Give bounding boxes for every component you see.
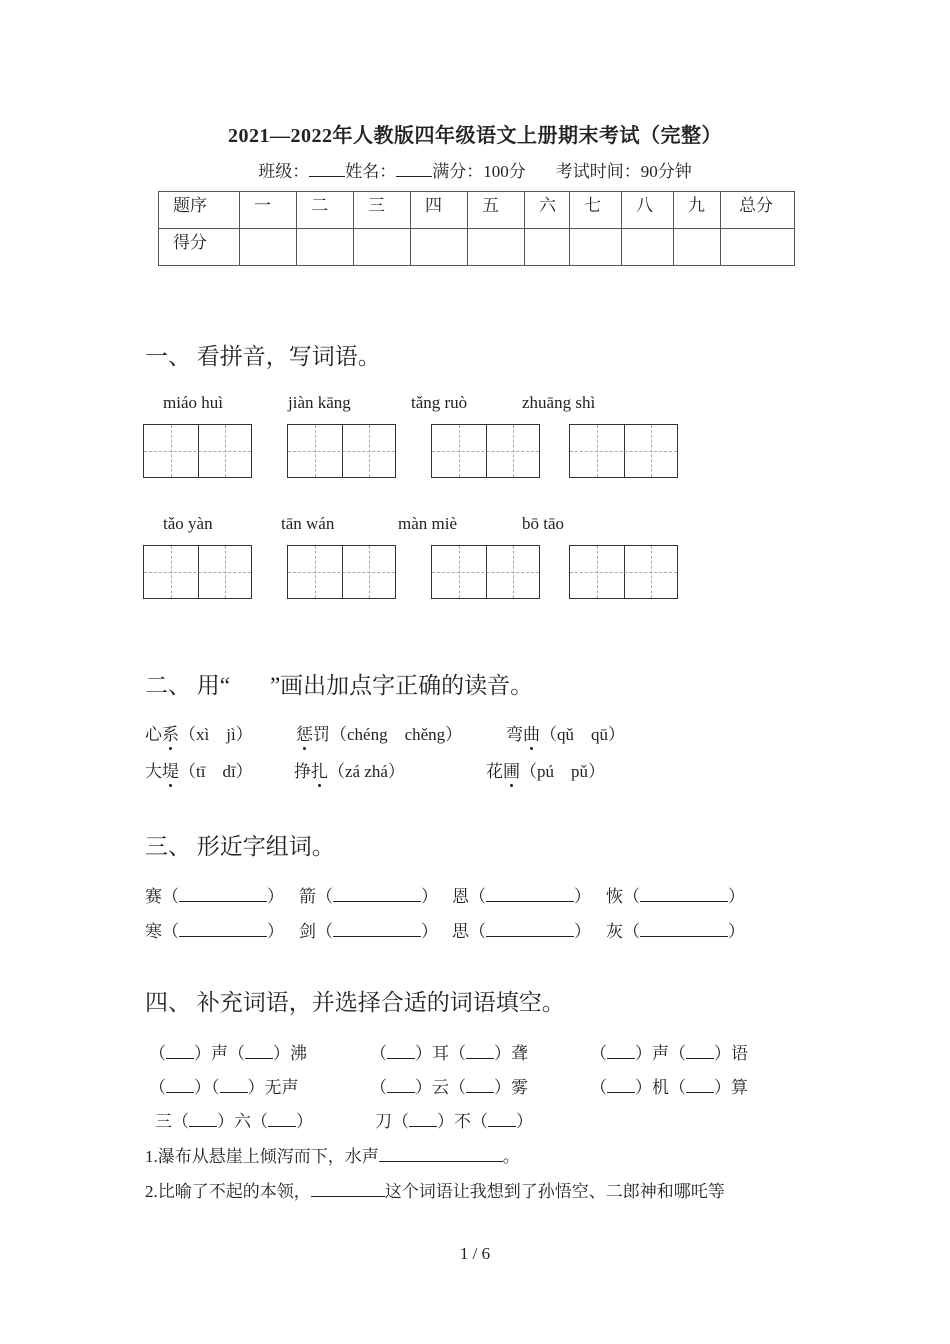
- char: 语: [731, 1044, 748, 1063]
- char: 耳: [432, 1044, 449, 1063]
- table-cell: 一: [254, 196, 271, 215]
- char: 不: [454, 1112, 471, 1131]
- reading-item: [145, 720, 253, 745]
- answer-blank[interactable]: [607, 1078, 635, 1093]
- char: 雾: [511, 1078, 528, 1097]
- score-cell[interactable]: [525, 229, 570, 266]
- char: 声: [211, 1044, 228, 1063]
- idiom-item: 三（ ）六（ ）: [155, 1112, 313, 1131]
- pinyin-label: màn miè: [398, 514, 458, 533]
- word-item: 寒（ ）: [145, 922, 284, 941]
- dotted-char: 堤: [162, 757, 179, 782]
- char: 算: [731, 1078, 748, 1097]
- question-text: 1.瀑布从悬崖上倾泻而下，水声: [145, 1147, 379, 1166]
- score-table-score-row: [159, 229, 795, 266]
- idiom-item: （ ）耳（ ）聋: [370, 1044, 528, 1063]
- writing-grid[interactable]: [569, 424, 678, 478]
- char: 声: [652, 1044, 669, 1063]
- section2-heading: [145, 667, 533, 700]
- idiom-item: （ ）声（ ）语: [590, 1044, 748, 1063]
- answer-blank[interactable]: [466, 1078, 494, 1093]
- char: 灰: [606, 922, 623, 941]
- answer-blank[interactable]: [333, 887, 421, 902]
- word-item: 赛（ ）: [145, 887, 284, 906]
- pinyin-label: zhuāng shì: [522, 393, 596, 412]
- score-label: 满分：100分: [432, 162, 526, 181]
- answer-blank[interactable]: [311, 1182, 385, 1197]
- question-text: 。: [502, 1147, 520, 1166]
- writing-grid[interactable]: [431, 545, 540, 599]
- answer-blank[interactable]: [179, 887, 267, 902]
- answer-blank[interactable]: [486, 922, 574, 937]
- char: 恩: [452, 887, 469, 906]
- score-cell[interactable]: [240, 229, 297, 266]
- char: 无声: [264, 1078, 299, 1097]
- question-1: [145, 1142, 520, 1167]
- answer-blank[interactable]: [607, 1044, 635, 1059]
- time-label: 考试时间：90分钟: [555, 162, 692, 181]
- item-text: 挣: [294, 762, 311, 781]
- writing-grid[interactable]: [143, 424, 252, 478]
- answer-blank[interactable]: [166, 1078, 194, 1093]
- word-item: 恩（ ）: [452, 887, 591, 906]
- idiom-item: 刀（ ）不（ ）: [375, 1112, 533, 1131]
- word-item: 思（ ）: [452, 922, 591, 941]
- answer-blank[interactable]: [387, 1078, 415, 1093]
- char: 思: [452, 922, 469, 941]
- name-blank[interactable]: [396, 160, 432, 177]
- answer-blank[interactable]: [466, 1044, 494, 1059]
- reading-item: [296, 720, 462, 745]
- char: 机: [652, 1078, 669, 1097]
- table-cell: 题序: [173, 196, 207, 215]
- char: 刀: [375, 1112, 392, 1131]
- item-text: 弯: [506, 725, 523, 744]
- score-cell[interactable]: [354, 229, 411, 266]
- answer-blank[interactable]: [640, 887, 728, 902]
- writing-grid[interactable]: [287, 424, 396, 478]
- table-cell: 五: [482, 196, 499, 215]
- pinyin-options[interactable]: （tī dī）: [179, 762, 253, 781]
- table-cell: 八: [636, 196, 653, 215]
- table-cell: 三: [368, 196, 385, 215]
- score-cell[interactable]: [570, 229, 622, 266]
- answer-blank[interactable]: [486, 887, 574, 902]
- score-table-header-row: [159, 192, 795, 229]
- pinyin-options[interactable]: （qǔ qū）: [540, 725, 625, 744]
- word-item: 恢（ ）: [606, 887, 745, 906]
- word-item: 灰（ ）: [606, 922, 745, 941]
- score-cell[interactable]: [721, 229, 795, 266]
- answer-blank[interactable]: [189, 1112, 217, 1127]
- question-text: 2.比喻了不起的本领，: [145, 1182, 311, 1201]
- table-cell: 七: [584, 196, 601, 215]
- pinyin-label: tān wán: [281, 514, 335, 533]
- writing-grid[interactable]: [431, 424, 540, 478]
- answer-blank[interactable]: [166, 1044, 194, 1059]
- reading-item: [145, 757, 253, 782]
- idiom-item: （ ）云（ ）雾: [370, 1078, 528, 1097]
- table-cell: 六: [539, 196, 556, 215]
- pinyin-options[interactable]: （zá zhá）: [328, 762, 405, 781]
- writing-grid[interactable]: [287, 545, 396, 599]
- char: 聋: [511, 1044, 528, 1063]
- table-cell: 总分: [739, 196, 773, 215]
- class-label: 班级：: [258, 162, 310, 181]
- char: 剑: [299, 922, 316, 941]
- score-cell[interactable]: [622, 229, 674, 266]
- name-label: 姓名：: [345, 162, 397, 181]
- writing-grid[interactable]: [143, 545, 252, 599]
- answer-blank[interactable]: [333, 922, 421, 937]
- heading-part: ”画出加点字正确的读音。: [269, 673, 534, 698]
- item-text: 花: [486, 762, 503, 781]
- dotted-char: 惩: [296, 720, 313, 745]
- pinyin-label: tǎng ruò: [411, 393, 468, 412]
- item-text: 心: [145, 725, 162, 744]
- answer-blank[interactable]: [268, 1112, 296, 1127]
- dotted-char: 圃: [503, 757, 520, 782]
- pinyin-label: bō tāo: [522, 514, 565, 533]
- pinyin-label: jiàn kāng: [288, 393, 351, 412]
- page-number: 1 / 6: [459, 1244, 491, 1263]
- reading-item: [486, 757, 605, 782]
- char: 六: [234, 1112, 251, 1131]
- answer-blank[interactable]: [640, 922, 728, 937]
- section3-heading: 三、 形近字组词。: [145, 834, 335, 859]
- score-cell[interactable]: [468, 229, 525, 266]
- question-2: [145, 1177, 725, 1202]
- char: 云: [432, 1078, 449, 1097]
- reading-item: [294, 757, 405, 782]
- answer-blank[interactable]: [686, 1078, 714, 1093]
- table-cell: 九: [688, 196, 705, 215]
- score-cell[interactable]: [297, 229, 354, 266]
- score-cell[interactable]: [674, 229, 721, 266]
- char: 寒: [145, 922, 162, 941]
- answer-blank[interactable]: [220, 1078, 248, 1093]
- dotted-char: 曲: [523, 720, 540, 745]
- idiom-item: （ ）（ ）无声: [149, 1078, 299, 1097]
- char: 三: [155, 1112, 172, 1131]
- pinyin-label: miáo huì: [163, 393, 223, 412]
- answer-blank[interactable]: [245, 1044, 273, 1059]
- answer-blank[interactable]: [409, 1112, 437, 1127]
- answer-blank[interactable]: [686, 1044, 714, 1059]
- section4-heading: 四、 补充词语，并选择合适的词语填空。: [145, 990, 565, 1015]
- writing-grid[interactable]: [569, 545, 678, 599]
- word-item: 箭（ ）: [299, 887, 438, 906]
- char: 箭: [299, 887, 316, 906]
- answer-blank[interactable]: [488, 1112, 516, 1127]
- pinyin-label: tǎo yàn: [163, 514, 213, 533]
- score-cell[interactable]: [411, 229, 468, 266]
- score-table: [158, 191, 795, 266]
- exam-info: [0, 157, 950, 182]
- table-cell: 得分: [173, 233, 207, 252]
- answer-blank[interactable]: [379, 1147, 503, 1162]
- page-title: 2021—2022年人教版四年级语文上册期末考试（完整）: [228, 125, 722, 147]
- table-cell: 二: [311, 196, 328, 215]
- char: 沸: [290, 1044, 307, 1063]
- question-text: 这个词语让我想到了孙悟空、二郎神和哪吒等: [384, 1182, 725, 1201]
- pinyin-options[interactable]: 罚（chéng chěng）: [313, 725, 463, 744]
- char: 恢: [606, 887, 623, 906]
- item-text: 大: [145, 762, 162, 781]
- answer-blank[interactable]: [387, 1044, 415, 1059]
- section1-heading: 一、 看拼音，写词语。: [145, 344, 381, 369]
- pinyin-options[interactable]: （xì jì）: [179, 725, 253, 744]
- table-cell: 四: [425, 196, 442, 215]
- pinyin-options[interactable]: （pú pǔ）: [520, 762, 605, 781]
- idiom-item: （ ）声（ ）沸: [149, 1044, 307, 1063]
- dotted-char: 扎: [311, 757, 328, 782]
- answer-blank[interactable]: [179, 922, 267, 937]
- dotted-char: 系: [162, 720, 179, 745]
- char: 赛: [145, 887, 162, 906]
- word-item: 剑（ ）: [299, 922, 438, 941]
- idiom-item: （ ）机（ ）算: [590, 1078, 748, 1097]
- reading-item: [506, 720, 625, 745]
- class-blank[interactable]: [309, 160, 345, 177]
- heading-part: 二、 用“: [145, 673, 230, 698]
